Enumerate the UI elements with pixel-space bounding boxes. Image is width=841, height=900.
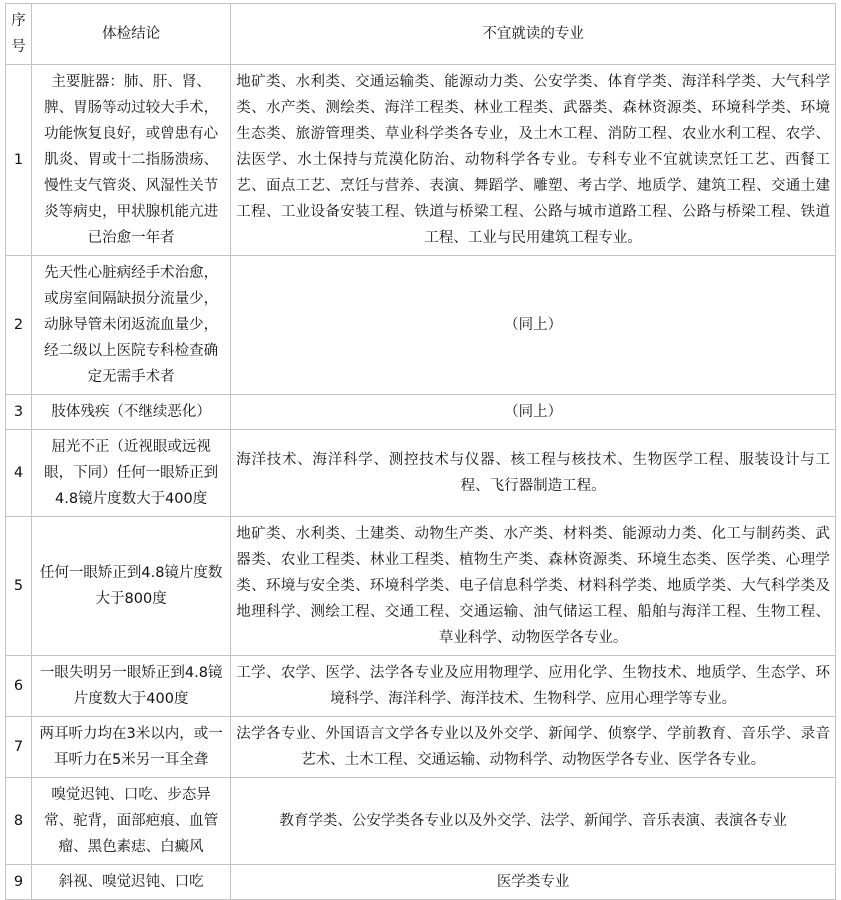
major-cell: 医学类专业: [231, 865, 836, 900]
row-index-cell: 3: [6, 395, 32, 430]
conclusion-cell: 嗅觉迟钝、口吃、步态异常、驼背，面部疤痕、血管瘤、黑色素痣、白癜风: [32, 778, 231, 865]
row-index-cell: 5: [6, 517, 32, 656]
column-header-index-line1: 序: [11, 13, 26, 29]
row-index-cell: 7: [6, 717, 32, 778]
conclusion-cell: 屈光不正（近视眼或远视眼，下同）任何一眼矫正到4.8镜片度数大于400度: [32, 430, 231, 517]
column-header-index: [6, 4, 32, 65]
conclusion-cell: 任何一眼矫正到4.8镜片度数大于800度: [32, 517, 231, 656]
row-index-cell: 9: [6, 865, 32, 900]
conclusion-cell: 肢体残疾（不继续恶化）: [32, 395, 231, 430]
table-row: [6, 717, 836, 778]
table-row: [6, 430, 836, 517]
column-header-conclusion: 体检结论: [32, 4, 231, 65]
conclusion-cell: 一眼失明另一眼矫正到4.8镜片度数大于400度: [32, 656, 231, 717]
table-row: [6, 65, 836, 256]
column-header-index-line2: 号: [11, 39, 26, 55]
conclusion-cell: 两耳听力均在3米以内，或一耳听力在5米另一耳全聋: [32, 717, 231, 778]
row-index-cell: 6: [6, 656, 32, 717]
row-index-cell: 8: [6, 778, 32, 865]
row-index-cell: 1: [6, 65, 32, 256]
major-cell: 法学各专业、外国语言文学各专业以及外交学、新闻学、侦察学、学前教育、音乐学、录音艺术、土木工程、交通运输、动物科学、动物医学各专业、医学各专业。: [231, 717, 836, 778]
table-row: [6, 778, 836, 865]
major-cell: 海洋技术、海洋科学、测控技术与仪器、核工程与核技术、生物医学工程、服装设计与工程、飞行器制造工程。: [231, 430, 836, 517]
header-row: [6, 4, 836, 65]
row-index-cell: 4: [6, 430, 32, 517]
major-cell: （同上）: [231, 256, 836, 395]
conclusion-cell: 主要脏器：肺、肝、肾、脾、胃肠等动过较大手术，功能恢复良好，或曾患有心肌炎、胃或十二指肠溃疡、慢性支气管炎、风湿性关节炎等病史，甲状腺机能亢进已治愈一年者: [32, 65, 231, 256]
physical-exam-major-restriction-table: [5, 3, 836, 900]
conclusion-cell: 斜视、嗅觉迟钝、口吃: [32, 865, 231, 900]
conclusion-cell: 先天性心脏病经手术治愈，或房室间隔缺损分流量少，动脉导管未闭返流血量少，经二级以上医院专科检查确定无需手术者: [32, 256, 231, 395]
table-header: [6, 4, 836, 65]
table-row: [6, 656, 836, 717]
major-cell: （同上）: [231, 395, 836, 430]
table-body: [6, 65, 836, 900]
major-cell: 教育学类、公安学类各专业以及外交学、法学、新闻学、音乐表演、表演各专业: [231, 778, 836, 865]
table-row: [6, 256, 836, 395]
major-cell: 工学、农学、医学、法学各专业及应用物理学、应用化学、生物技术、地质学、生态学、环境科学、海洋科学、海洋技术、生物科学、应用心理学等专业。: [231, 656, 836, 717]
row-index-cell: 2: [6, 256, 32, 395]
table-row: [6, 517, 836, 656]
major-cell: 地矿类、水利类、土建类、动物生产类、水产类、材料类、能源动力类、化工与制药类、武器类、农业工程类、林业工程类、植物生产类、森林资源类、环境生态类、医学类、心理学类、环境与安全类、环境科学类、电子信息科学类、材料科学类、地质学类、大气科学类及地理科学、测绘工程、交通工程、交通运输、油气储运工程、船舶与海洋工程、生物工程、草业科学、动物医学各专业。: [231, 517, 836, 656]
table-row: [6, 395, 836, 430]
column-header-major: 不宜就读的专业: [231, 4, 836, 65]
major-cell: 地矿类、水利类、交通运输类、能源动力类、公安学类、体育学类、海洋科学类、大气科学类、水产类、测绘类、海洋工程类、林业工程类、武器类、森林资源类、环境科学类、环境生态类、旅游管理类、草业科学类各专业，及土木工程、消防工程、农业水利工程、农学、法医学、水土保持与荒漠化防治、动物科学各专业。专科专业不宜就读烹饪工艺、西餐工艺、面点工艺、烹饪与营养、表演、舞蹈学、雕塑、考古学、地质学、建筑工程、交通土建工程、工业设备安装工程、铁道与桥梁工程、公路与城市道路工程、公路与桥梁工程、铁道工程、工业与民用建筑工程专业。: [231, 65, 836, 256]
table-row: [6, 865, 836, 900]
